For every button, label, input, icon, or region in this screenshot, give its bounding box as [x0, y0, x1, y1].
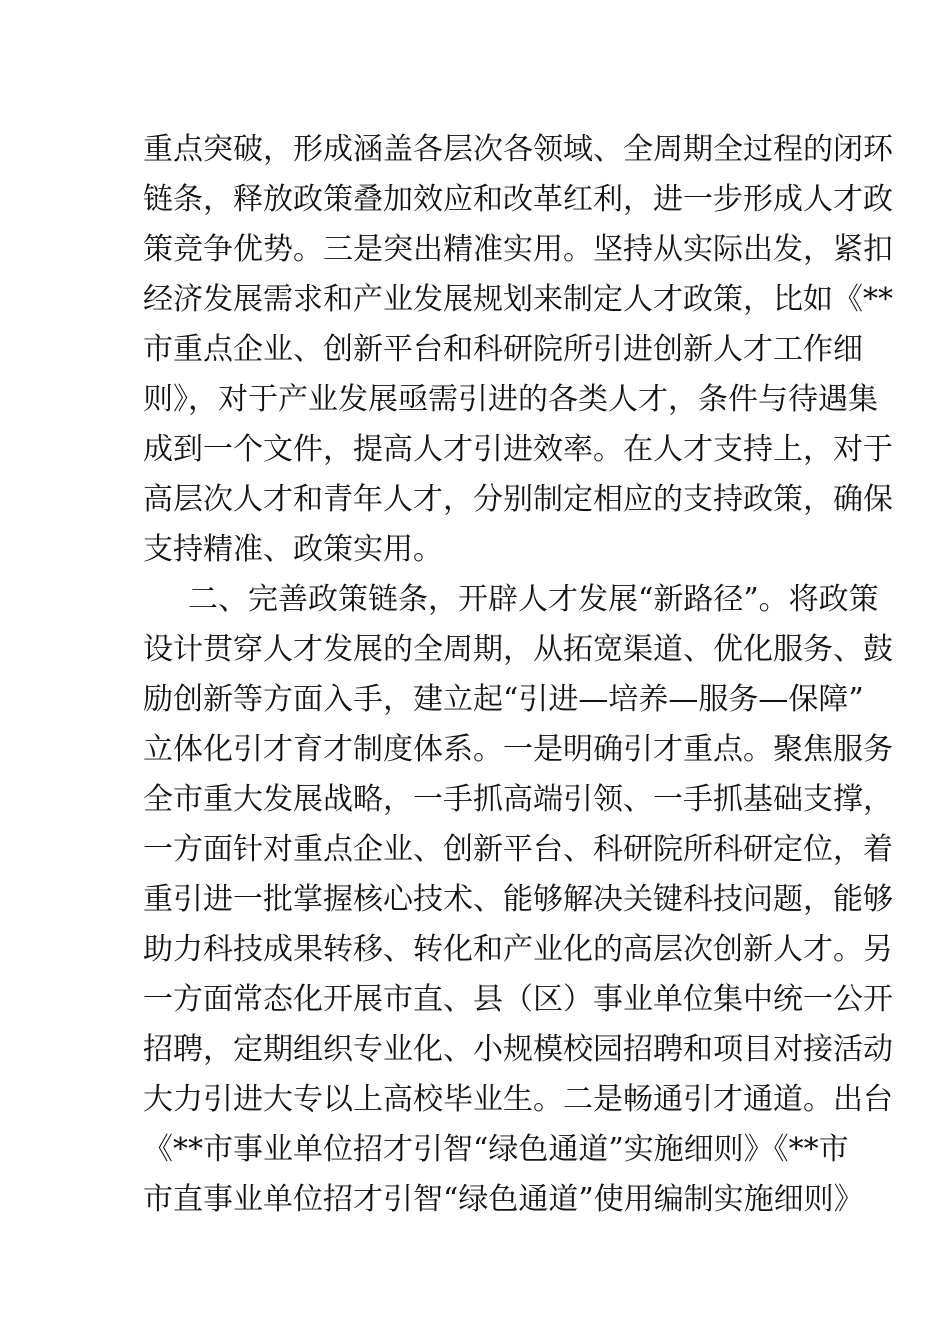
text-line: 招聘，定期组织专业化、小规模校园招聘和项目对接活动 [143, 1032, 893, 1067]
text-line: 一方面常态化开展市直、县（区）事业单位集中统一公开 [143, 982, 893, 1017]
text-line: 全市重大发展战略，一手抓高端引领、一手抓基础支撑， [143, 782, 893, 817]
text-line: 重点突破，形成涵盖各层次各领域、全周期全过程的闭环 [143, 132, 893, 167]
text-line: 经济发展需求和产业发展规划来制定人才政策，比如《** [143, 282, 893, 317]
section-heading-line: 二、完善政策链条，开辟人才发展“新路径”。将政策 [188, 582, 879, 617]
text-line: 励创新等方面入手，建立起“引进—培养—服务—保障” [143, 682, 864, 717]
text-line: 助力科技成果转移、转化和产业化的高层次创新人才。另 [143, 932, 893, 967]
text-line: 则》，对于产业发展亟需引进的各类人才，条件与待遇集 [143, 382, 878, 417]
text-line: 成到一个文件，提高人才引进效率。在人才支持上，对于 [143, 432, 893, 467]
text-line: 设计贯穿人才发展的全周期，从拓宽渠道、优化服务、鼓 [143, 632, 893, 667]
text-line: 市重点企业、创新平台和科研院所引进创新人才工作细 [143, 332, 863, 367]
text-line: 支持精准、政策实用。 [143, 532, 443, 567]
text-line: 重引进一批掌握核心技术、能够解决关键科技问题，能够 [143, 882, 893, 917]
text-line: 立体化引才育才制度体系。一是明确引才重点。聚焦服务 [143, 732, 893, 767]
text-line: 高层次人才和青年人才，分别制定相应的支持政策，确保 [143, 482, 893, 517]
text-line: 策竞争优势。三是突出精准实用。坚持从实际出发，紧扣 [143, 232, 893, 267]
text-line: 链条，释放政策叠加效应和改革红利，进一步形成人才政 [143, 182, 893, 217]
text-line: 大力引进大专以上高校毕业生。二是畅通引才通道。出台 [143, 1082, 893, 1117]
text-line: 《**市事业单位招才引智“绿色通道”实施细则》《**市 [143, 1132, 849, 1167]
text-line: 一方面针对重点企业、创新平台、科研院所科研定位，着 [143, 832, 893, 867]
text-line: 市直事业单位招才引智“绿色通道”使用编制实施细则》 [143, 1182, 864, 1217]
